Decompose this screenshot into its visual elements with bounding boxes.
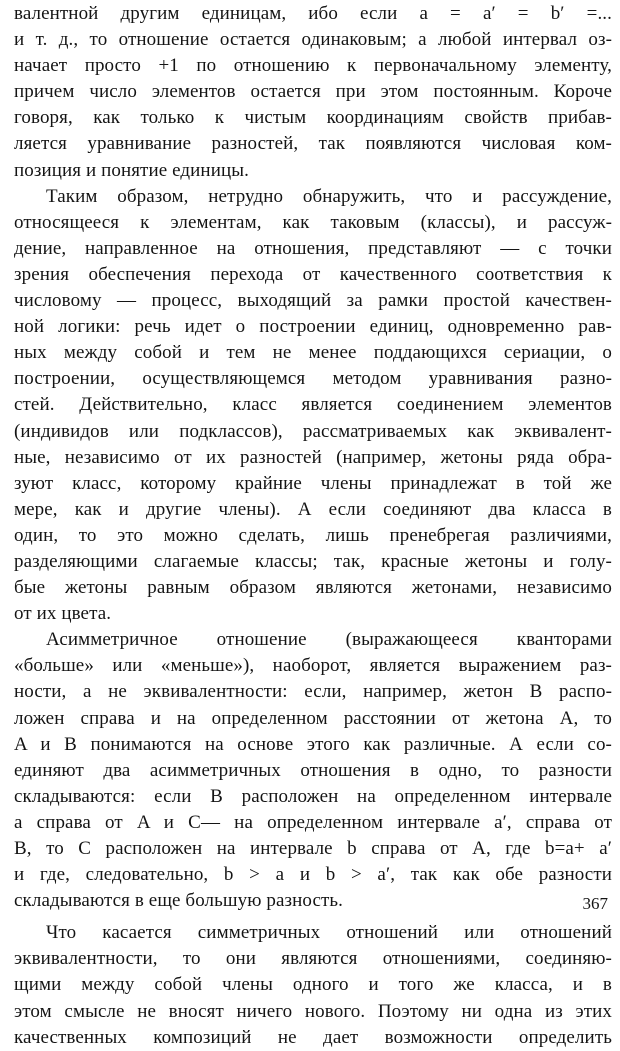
text-line: (индивидов или подклассов), рассматриваемых как эквивалент- (14, 420, 612, 442)
text-line: построении, осуществляющемся методом уравнивания разно- (14, 368, 612, 390)
text-line: начает просто +1 по отношению к первоначальному элементу, (14, 55, 612, 77)
text-line: A и B понимаются на основе этого как различные. А если со- (14, 733, 612, 755)
text-line: бые жетоны равным образом являются жетонами, независимо (14, 577, 612, 599)
page-number: 367 (582, 894, 608, 913)
text-line: ных между собой и тем не менее поддающихся сериации, о (14, 342, 612, 364)
text-line: складываются в еще большую разность. (14, 890, 344, 912)
text-line: B, то C расположен на интервале b справа от A, где b=a+ a′ (14, 838, 612, 859)
text-line: ложен справа и на определенном расстоянии от жетона A, то (14, 707, 612, 729)
text-line: и где, следовательно, b > a и b > a′, так как обе разности (14, 864, 612, 886)
text-line: этом смысле не вносят ничего нового. Поэтому ни одна из этих (14, 1000, 612, 1022)
text-line: позиция и понятие единицы. (14, 159, 249, 181)
text-line: валентной другим единицам, ибо если a = a′ = b′ =... (14, 3, 612, 24)
paragraph (14, 627, 612, 914)
text-line: Таким образом, нетрудно обнаружить, что и рассуждение, (46, 185, 612, 207)
text-line: ной логики: речь идет о построении единиц, одновременно рав- (14, 316, 612, 338)
text-line: зрения обеспечения перехода от качественного соответствия к (14, 263, 612, 285)
text-line: говоря, как только к чистым координациям свойств прибав- (14, 107, 612, 129)
paragraph (14, 184, 612, 628)
text-line: ности, а не эквивалентности: если, например, жетон B распо- (14, 681, 612, 703)
text-line: качественных композиций не дает возможности определить (14, 1026, 612, 1048)
text-line: единяют два асимметричных отношения в одно, то разности (14, 759, 612, 781)
text-line: a справа от A и C— на определенном интервале a′, справа от (14, 811, 612, 833)
text-line: разделяющими слагаемые классы; так, красные жетоны и голу- (14, 550, 612, 572)
text-line: дение, направленное на отношения, представляют — с точки (14, 237, 612, 259)
text-line: эквивалентности, то они являются отношениями, соединяю- (14, 948, 612, 970)
paragraph (14, 1, 612, 184)
text-line: мере, как и другие члены). А если соединяют два класса в (14, 498, 612, 520)
text-line: Асимметричное отношение (выражающееся кванторами (46, 629, 612, 651)
body-text (14, 1, 612, 1051)
text-line: щими между собой члены одного и того же класса, и в (14, 974, 612, 996)
text-line: относящееся к элементам, как таковым (классы), и рассуж- (14, 211, 612, 233)
text-line: ляется уравнивание разностей, так появляются числовая ком- (14, 133, 612, 155)
text-line: зуют класс, которому крайние члены принадлежат в той же (14, 472, 612, 494)
text-line: от их цвета. (14, 603, 112, 625)
text-line: складываются: если B расположен на определенном интервале (14, 785, 612, 807)
text-line: Что касается симметричных отношений или отношений (46, 922, 612, 944)
text-line: числовому — процесс, выходящий за рамки простой качествен- (14, 290, 612, 312)
text-line: ные, независимо от их разностей (например, жетоны ряда обра- (14, 446, 612, 468)
text-line: и т. д., то отношение остается одинаковым; а любой интервал оз- (14, 29, 612, 51)
text-line: один, то это можно сделать, лишь пренебрегая различиями, (14, 524, 612, 546)
text-line: причем число элементов остается при этом постоянным. Короче (14, 81, 612, 103)
paragraph (14, 920, 612, 1050)
text-line: «больше» или «меньше»), наоборот, является выражением раз- (14, 655, 612, 677)
text-line: стей. Действительно, класс является соединением элементов (14, 394, 612, 416)
